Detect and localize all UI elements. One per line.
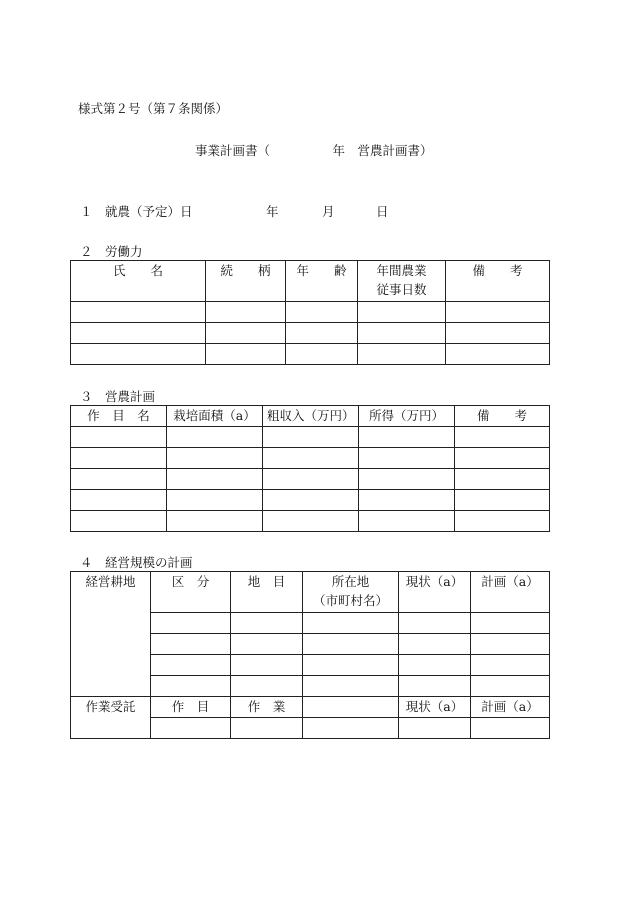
contract-header-current: 現状（a）	[399, 697, 471, 718]
scale-header-location-line2: （市町村名）	[312, 593, 388, 608]
labor-section-title: ２ 労働力	[80, 244, 143, 259]
scale-header-plan: 計画（a）	[471, 572, 550, 613]
date-month-label: 月	[322, 204, 335, 219]
date-year-label: 年	[266, 204, 279, 219]
table-row	[71, 469, 550, 490]
contract-header-work: 作 業	[231, 697, 303, 718]
farming-plan-table	[70, 405, 550, 532]
document-title: 事業計画書（ 年 営農計画書）	[195, 143, 433, 158]
contract-header-crop: 作 目	[151, 697, 231, 718]
contract-work-label: 作業受託	[71, 697, 151, 739]
plan-header-crop: 作 目 名	[71, 406, 167, 427]
table-row	[71, 490, 550, 511]
plan-header-gross-income: 粗収入（万円）	[263, 406, 359, 427]
table-row	[71, 344, 550, 365]
plan-header-income: 所得（万円）	[359, 406, 455, 427]
date-day-label: 日	[376, 204, 389, 219]
table-row	[71, 427, 550, 448]
scale-header-location-line1: 所在地	[331, 574, 370, 589]
farmland-label: 経営耕地	[71, 572, 151, 697]
scale-header-location	[303, 572, 399, 613]
labor-header-annual-line2: 従事日数	[376, 282, 427, 297]
plan-header-remarks: 備 考	[455, 406, 550, 427]
table-row	[71, 448, 550, 469]
form-number: 様式第２号（第７条関係）	[78, 101, 229, 116]
scale-header-category: 区 分	[151, 572, 231, 613]
labor-table	[70, 260, 550, 365]
scale-header-current: 現状（a）	[399, 572, 471, 613]
farming-plan-section-title: ３ 営農計画	[80, 389, 156, 404]
plan-header-area: 栽培面積（a）	[167, 406, 263, 427]
labor-header-remarks: 備 考	[446, 261, 550, 302]
scale-plan-table	[70, 571, 550, 739]
labor-header-annual-line1: 年間農業	[376, 263, 427, 278]
scale-plan-section-title: ４ 経営規模の計画	[80, 555, 193, 570]
table-row	[71, 302, 550, 323]
scale-header-land-type: 地 目	[231, 572, 303, 613]
table-row	[71, 323, 550, 344]
table-row	[71, 511, 550, 532]
labor-header-age: 年 齢	[286, 261, 358, 302]
labor-header-relation: 続 柄	[206, 261, 286, 302]
farming-start-date-label: １ 就農（予定）日	[80, 204, 193, 219]
contract-header-plan: 計画（a）	[471, 697, 550, 718]
labor-header-name: 氏 名	[71, 261, 206, 302]
labor-header-annual-days	[358, 261, 446, 302]
